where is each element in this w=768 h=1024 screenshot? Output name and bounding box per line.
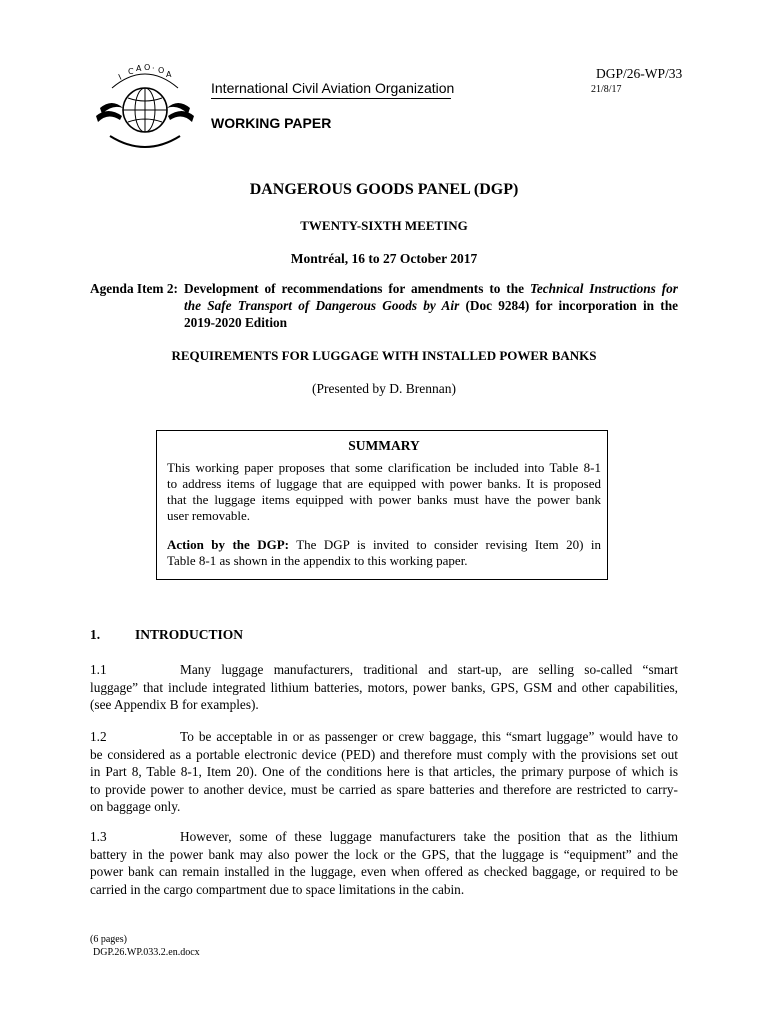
- document-reference: DGP/26-WP/33: [596, 66, 683, 81]
- paragraph-number: 1.2: [90, 729, 107, 744]
- paragraph-line: (see Appendix B for examples).: [90, 697, 259, 712]
- paragraph-line-text: However, some of these luggage manufacturers take the position that as the lithium: [180, 829, 678, 844]
- panel-title: DANGEROUS GOODS PANEL (DGP): [249, 181, 519, 198]
- agenda-line-1-italic: Technical Instructions for: [529, 281, 678, 296]
- paragraph-line: [90, 661, 678, 679]
- agenda-line-3: 2019-2020 Edition: [184, 315, 288, 330]
- svg-text:O: O: [144, 63, 151, 72]
- summary-line: This working paper proposes that some clarification be included into Table 8-1: [167, 460, 601, 475]
- svg-text:·: ·: [152, 64, 155, 73]
- paragraph-number: 1.1: [90, 662, 107, 677]
- paragraph-line: battery in the power bank may also power the lock or the GPS, that the luggage is “equipment” and the: [90, 846, 678, 862]
- section-title: INTRODUCTION: [135, 627, 244, 642]
- svg-text:A: A: [166, 70, 172, 79]
- svg-text:I: I: [117, 72, 123, 82]
- paragraph-line: be considered as a portable electronic device (PED) and therefore must comply with the provisions set out: [90, 746, 678, 762]
- section-number: 1.: [90, 627, 101, 642]
- agenda-line-1: [184, 280, 678, 297]
- page-count: (6 pages): [90, 934, 127, 945]
- paragraph-line: to provide power to another device, must be carried as spare batteries and therefore are restricted to carry-: [90, 781, 678, 797]
- paragraph-line: carried in the cargo compartment due to space limitations in the cabin.: [90, 881, 465, 897]
- document-date: 21/8/17: [591, 84, 622, 95]
- paper-title: REQUIREMENTS FOR LUGGAGE WITH INSTALLED POWER BANKS: [171, 348, 597, 363]
- paragraph-line-text: Many luggage manufacturers, traditional and start-up, are selling so-called “smart: [180, 662, 678, 677]
- svg-text:O: O: [158, 66, 165, 75]
- icao-emblem-icon: [90, 58, 200, 168]
- agenda-line-2: [184, 297, 678, 314]
- paragraph-line: luggage” that include integrated lithium batteries, motors, power banks, GPS, GSM and other capabilities,: [90, 679, 678, 695]
- meeting-venue-date: Montréal, 16 to 27 October 2017: [290, 251, 478, 266]
- file-name: DGP.26.WP.033.2.en.docx: [93, 947, 200, 958]
- summary-line: user removable.: [167, 508, 251, 523]
- paragraph-line-text: To be acceptable in or as passenger or crew baggage, this “smart luggage” would have to: [180, 729, 678, 744]
- paragraph-1-2: [90, 728, 678, 816]
- paragraph-line: power bank can remain installed in the luggage, even when offered as checked baggage, or required to be: [90, 864, 678, 879]
- agenda-line-1-text: Development of recommendations for amendments to the: [184, 281, 530, 296]
- paragraph-1-3: [90, 828, 678, 898]
- svg-text:C: C: [128, 67, 134, 76]
- summary-action-line-2: Table 8-1 as shown in the appendix to this working paper.: [167, 553, 468, 568]
- organization-name: International Civil Aviation Organization: [211, 80, 455, 96]
- paragraph-number: 1.3: [90, 829, 107, 844]
- paragraph-1-1: [90, 661, 678, 714]
- summary-line: that the luggage items equipped with power banks must have the power bank: [167, 492, 601, 507]
- summary-action-label: Action by the DGP:: [167, 537, 289, 552]
- summary-line: to address items of luggage that are equipped with power banks. It is proposed: [167, 476, 601, 491]
- working-paper-label: WORKING PAPER: [211, 115, 332, 131]
- paragraph-line: [90, 728, 678, 746]
- svg-text:A: A: [136, 64, 142, 73]
- paragraph-line: in Part 8, Table 8-1, Item 20). One of the conditions here is that articles, the primary purpose of which is: [90, 764, 678, 779]
- presented-by: (Presented by D. Brennan): [312, 381, 456, 396]
- agenda-line-2-text: (Doc 9284) for incorporation in the: [459, 298, 678, 313]
- meeting-title: TWENTY-SIXTH MEETING: [300, 218, 468, 233]
- agenda-line-2-italic: the Safe Transport of Dangerous Goods by Air: [184, 298, 460, 313]
- organization-underline: [211, 98, 451, 99]
- agenda-item-label: Agenda Item 2:: [90, 281, 178, 296]
- summary-title: SUMMARY: [348, 438, 420, 453]
- paragraph-line: on baggage only.: [90, 799, 181, 814]
- summary-action-line: [167, 537, 601, 553]
- summary-box: [156, 430, 608, 580]
- paragraph-line: [90, 828, 678, 846]
- summary-action-text: The DGP is invited to consider revising Item 20) in: [289, 537, 601, 552]
